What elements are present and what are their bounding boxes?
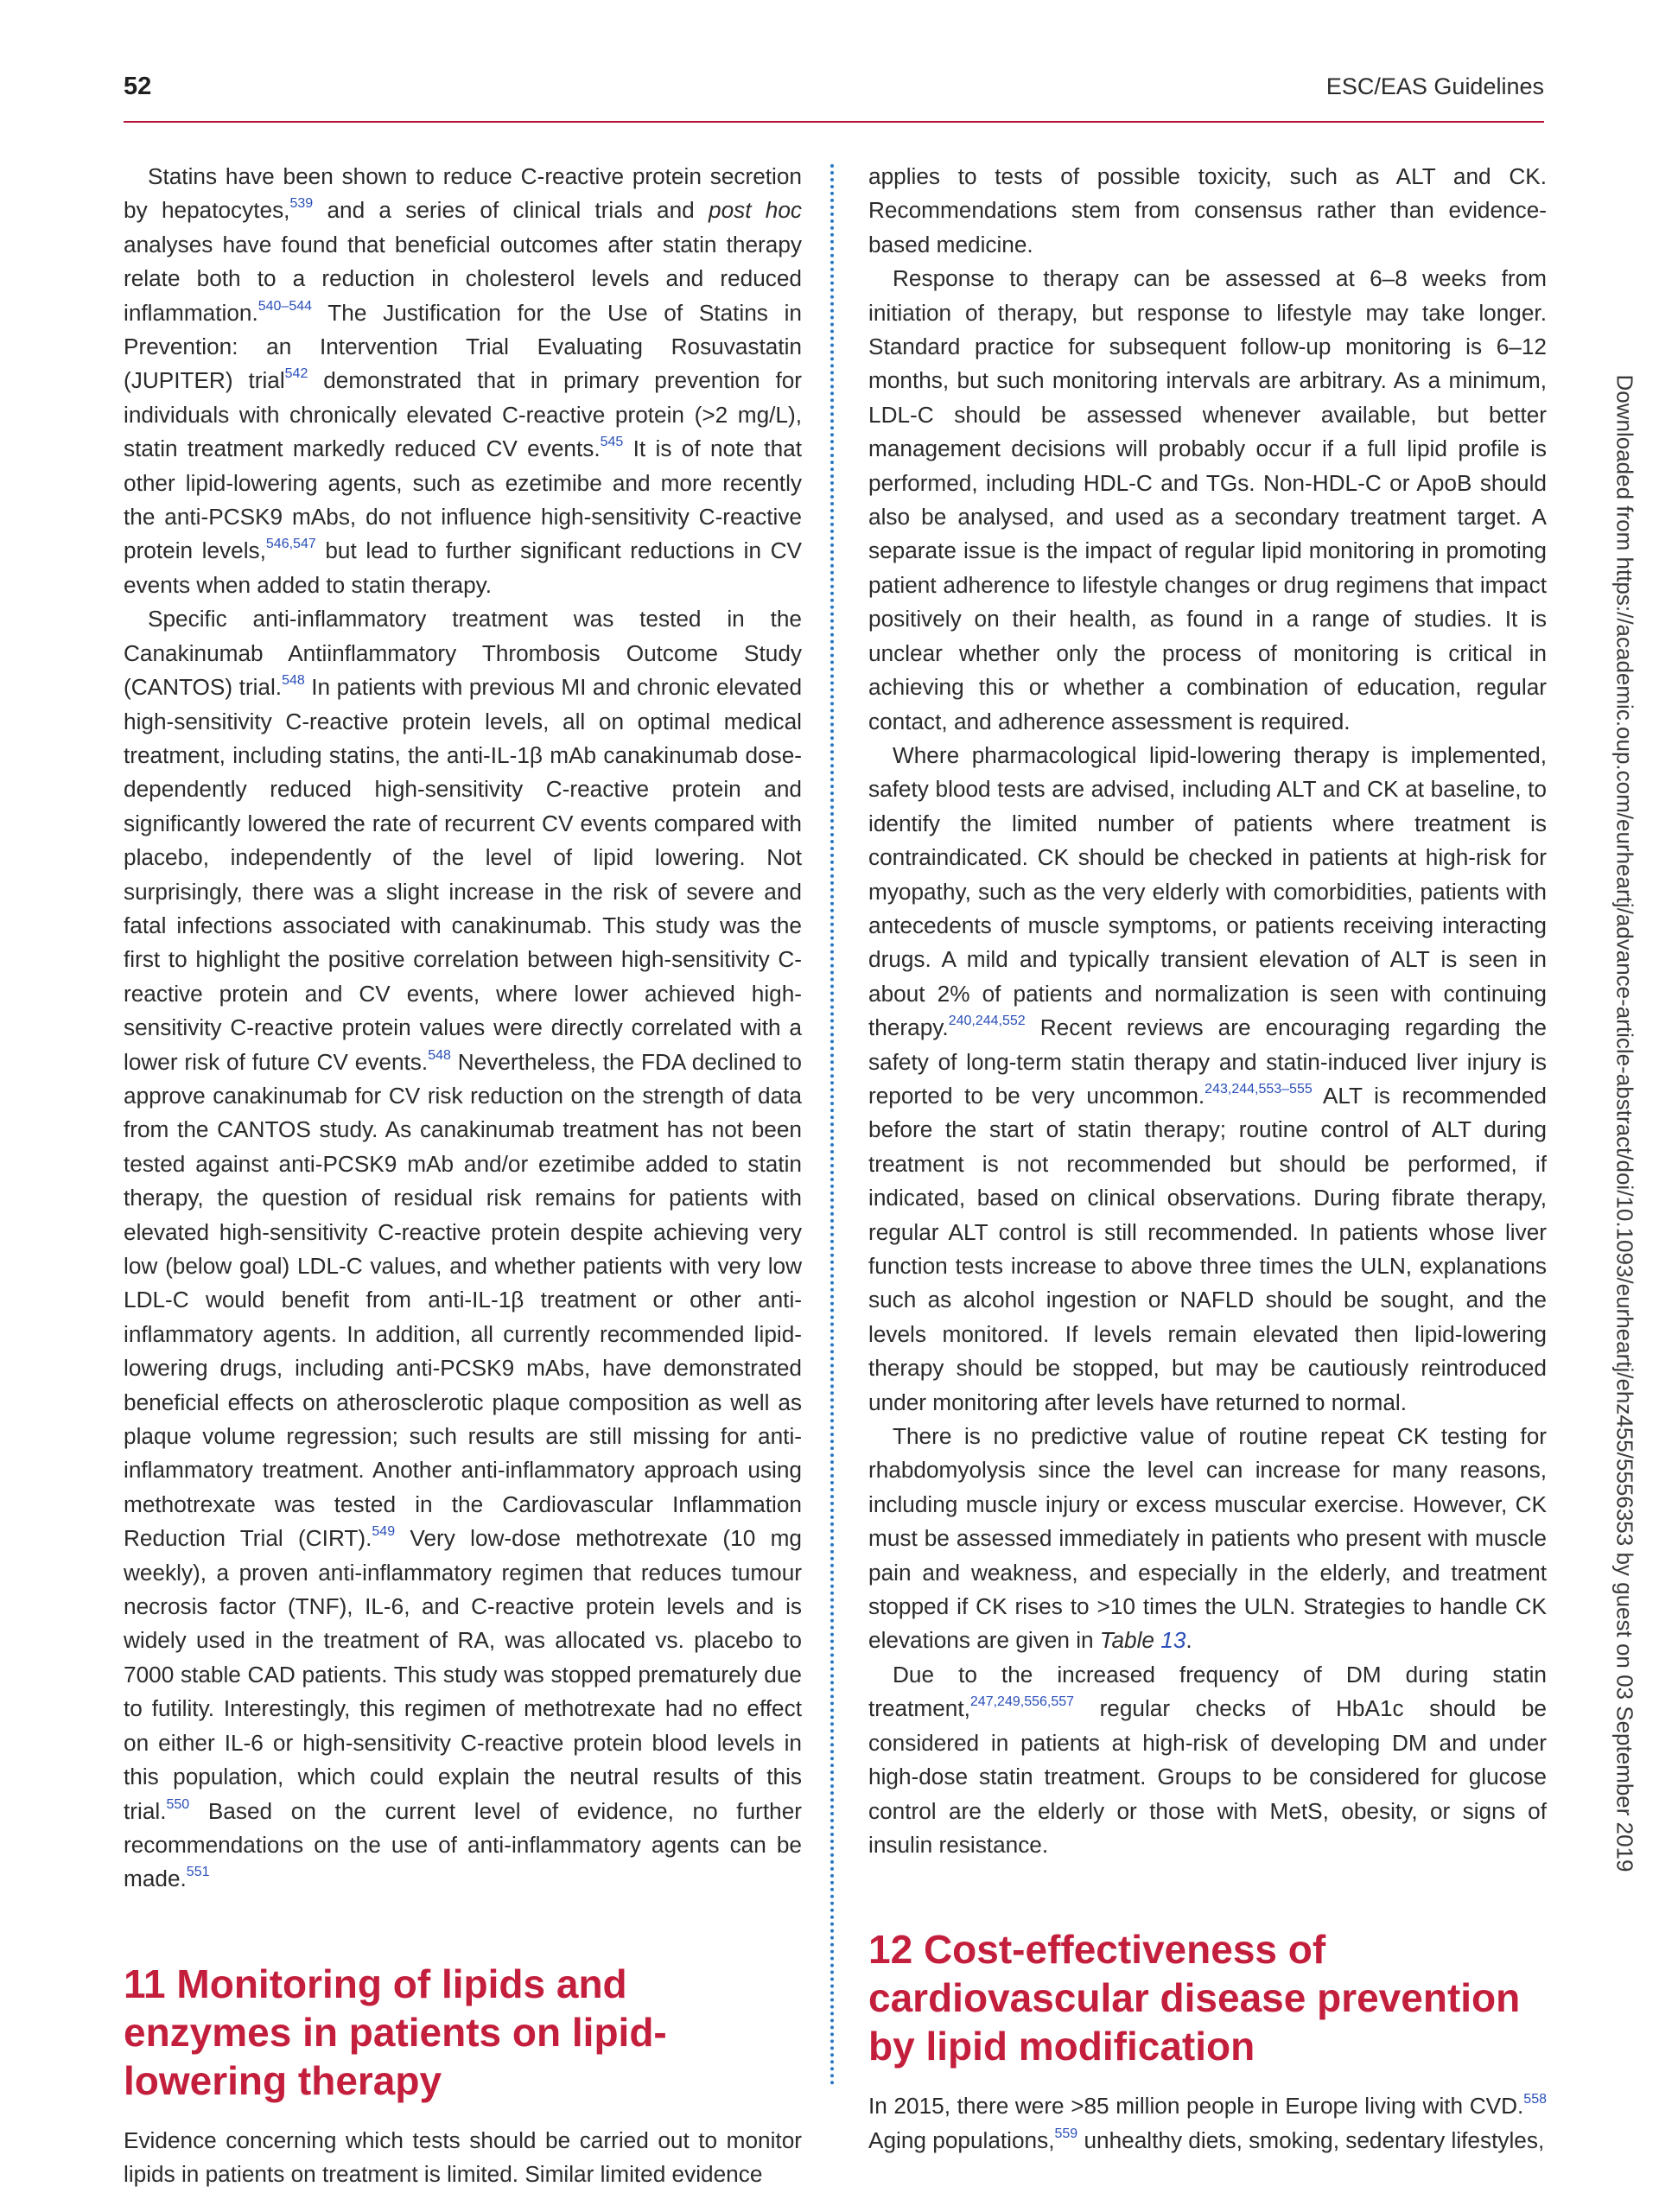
page-number: 52 xyxy=(124,72,152,100)
citation[interactable]: 243,244,553–555 xyxy=(1205,1081,1313,1096)
paragraph: In 2015, there were >85 million people in Europe living with CVD.$^{558}$ Aging populations,$^{559}$ unhealthy diets, smoking, sedentary lifestyles, xyxy=(868,2092,1547,2153)
download-watermark xyxy=(1611,363,1637,1884)
citation[interactable]: 540–544 xyxy=(257,298,313,314)
running-head: ESC/EAS Guidelines xyxy=(1325,73,1544,99)
paragraph: applies to tests of possible toxicity, such as ALT and CK. Recommendations stem from consensus rather than evidence-based medicine. xyxy=(868,163,1547,257)
citation[interactable]: 546,547 xyxy=(265,537,316,552)
citation[interactable]: 559 xyxy=(1054,2126,1078,2141)
right-column xyxy=(868,160,1547,2158)
paragraph: Where pharmacological lipid-lowering therapy is implemented, safety blood tests are advised, including ALT and CK at baseline, to identify the limited number of patients where treatment is contraindicated. CK should be checked in patients at high-risk for myopathy, such as the very elderly with comorbidities, patients with antecedents of muscle symptoms, or patients receiving interacting drugs. A mild and typically transient elevation of ALT is seen in about 2% of patients and normalization is seen with continuing therapy.$^{240,244,552}$ Recent reviews are encouraging regarding the safety of long-term statin therapy and statin-induced liver injury is reported to be very uncommon.$^{243,244,553-555}$ ALT is recommended before the start of statin therapy; routine control of ALT during treatment is not recommended but should be performed, if indicated, based on clinical observations. During fibrate therapy, regular ALT control is still recommended. In patients whose liver function tests increase to above three times the ULN, explanations such as alcohol ingestion or NAFLD should be sought, and the levels monitored. If levels remain elevated then lipid-lowering therapy should be stopped, but may be cautiously reintroduced under monitoring after levels have returned to normal. xyxy=(868,741,1547,1415)
citation[interactable]: 549 xyxy=(372,1524,396,1540)
citation[interactable]: 548 xyxy=(428,1047,451,1063)
citation[interactable]: 240,244,552 xyxy=(948,1014,1026,1029)
citation[interactable]: 558 xyxy=(1523,2092,1547,2107)
citation[interactable]: 247,249,556,557 xyxy=(969,1694,1075,1710)
citation[interactable]: 550 xyxy=(166,1796,190,1812)
citation[interactable]: 548 xyxy=(282,673,305,689)
left-column xyxy=(124,160,802,2192)
table-link[interactable]: 13 xyxy=(1160,1627,1186,1654)
section-heading: 12 Cost-effectiveness of cardiovascular disease prevention by lipid modification xyxy=(868,1927,1521,2069)
paragraph: Statins have been shown to reduce C-reactive protein secretion by hepatocytes,$^{539}$ and a series of clinical trials and post hoc analyses have found that beneficial outcomes after statin therapy relate both to a reduction in cholesterol levels and reduced inflammation.$^{540-544}$ The Justification for the Use of Statins in Prevention: an Intervention Trial Evaluating Rosuvastatin (JUPITER) trial$^{542}$ demonstrated that in primary prevention for individuals with chronically elevated C-reactive protein (>2 mg/L), statin treatment markedly reduced CV events.$^{545}$ It is of note that other lipid-lowering agents, such as ezetimibe and more recently the anti-PCSK9 mAbs, do not influence high-sensitivity C-reactive protein levels,$^{546,547}$ but lead to further significant reductions in CV events when added to statin therapy. xyxy=(124,163,803,598)
paragraph: There is no predictive value of routine repeat CK testing for rhabdomyolysis since the level can increase for many reasons, including muscle injury or excess muscular exercise. However, CK must be assessed immediately in patients who present with muscle pain and weakness, and especially in the elderly, and treatment stopped if CK rises to >10 times the ULN. Strategies to handle CK elevations are given in Table 13. xyxy=(868,1423,1547,1654)
page-header xyxy=(124,66,1544,107)
citation[interactable]: 551 xyxy=(186,1865,210,1880)
paragraph: Evidence concerning which tests should be carried out to monitor lipids in patients on treatment is limited. Similar limited evidence xyxy=(124,2126,802,2188)
download-note: Downloaded from https://academic.oup.com/eurheartj/advance-article-abstract/doi/10.1093/eurheartj/ehz455/5556353 by guest on 03 September 2019 xyxy=(1611,374,1638,1872)
paragraph: Due to the increased frequency of DM during statin treatment,$^{247,249,556,557}$ regular checks of HbA1c should be considered in patients at high-risk of developing DM and under high-dose statin treatment. Groups to be considered for glucose control are the elderly or those with MetS, obesity, or signs of insulin resistance. xyxy=(868,1661,1547,1858)
column-divider xyxy=(830,164,834,2087)
citation[interactable]: 545 xyxy=(600,435,624,450)
citation[interactable]: 542 xyxy=(284,366,308,382)
section-heading: 11 Monitoring of lipids and enzymes in patients on lipid-lowering therapy xyxy=(124,1961,667,2103)
citation[interactable]: 539 xyxy=(289,196,314,212)
paragraph: Response to therapy can be assessed at 6–8 weeks from initiation of therapy, but response to lifestyle may take longer. Standard practice for subsequent follow-up monitoring is 6–12 months, but such monitoring intervals are arbitrary. As a minimum, LDL-C should be assessed whenever available, but better management decisions will probably occur if a full lipid profile is performed, including HDL-C and TGs. Non-HDL-C or ApoB should also be analysed, and used as a secondary treatment target. A separate issue is the impact of regular lipid monitoring in promoting patient adherence to lifestyle changes or drug regimens that impact positively on their health, as found in a range of studies. It is unclear whether only the process of monitoring is critical in achieving this or whether a combination of education, regular contact, and adherence assessment is required. xyxy=(868,265,1547,734)
header-rule xyxy=(124,121,1544,123)
paragraph: Specific anti-inflammatory treatment was tested in the Canakinumab Antiinflammatory Thrombosis Outcome Study (CANTOS) trial.$^{548}$ In patients with previous MI and chronic elevated high-sensitivity C-reactive protein levels, all on optimal medical treatment, including statins, the anti-IL-1β mAb canakinumab dose-dependently reduced high-sensitivity C-reactive protein and significantly lowered the rate of recurrent CV events compared with placebo, independently of the level of lipid lowering. Not surprisingly, there was a slight increase in the risk of severe and fatal infections associated with canakinumab. This study was the first to highlight the positive correlation between high-sensitivity C-reactive protein and CV events, where lower achieved high-sensitivity C-reactive protein values were directly correlated with a lower risk of future CV events.$^{548}$ Nevertheless, the FDA declined to approve canakinumab for CV risk reduction on the strength of data from the CANTOS study. As canakinumab treatment has not been tested against anti-PCSK9 mAb and/or ezetimibe added to statin therapy, the question of residual risk remains for patients with elevated high-sensitivity C-reactive protein despite achieving very low (below goal) LDL-C values, and whether patients with very low LDL-C would benefit from anti-IL-1β treatment or other anti-inflammatory agents. In addition, all currently recommended lipid-lowering drugs, including anti-PCSK9 mAbs, have demonstrated beneficial effects on atherosclerotic plaque composition as well as plaque volume regression; such results are still missing for anti-inflammatory treatment. Another anti-inflammatory approach using methotrexate was tested in the Cardiovascular Inflammation Reduction Trial (CIRT).$^{549}$ Very low-dose methotrexate (10 mg weekly), a proven anti-inflammatory regimen that reduces tumour necrosis factor (TNF), IL-6, and C-reactive protein levels and is widely used in the treatment of RA, was allocated vs. placebo to 7000 stable CAD patients. This study was stopped prematurely due to futility. Interestingly, this regimen of methotrexate had no effect on either IL-6 or high-sensitivity C-reactive protein blood levels in this population, which could explain the neutral results of this trial.$^{550}$ Based on the current level of evidence, no further recommendations on the use of anti-inflammatory agents can be made.$^{551}$ xyxy=(124,606,803,1892)
